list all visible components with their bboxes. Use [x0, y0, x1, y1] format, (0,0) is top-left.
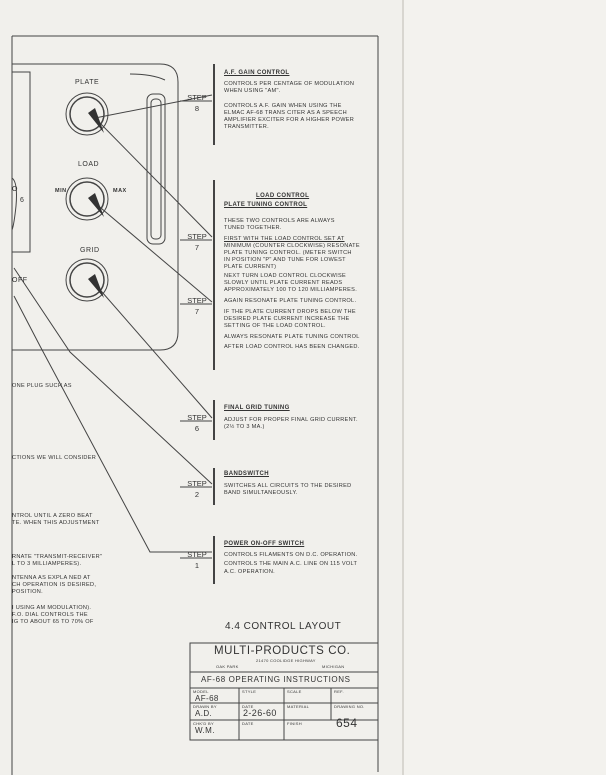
- company-state: MICHIGAN: [322, 664, 345, 669]
- load-line-1: THESE TWO CONTROLS ARE ALWAYS: [224, 218, 335, 224]
- load-line-3: FIRST WITH THE LOAD CONTROL SET AT: [224, 236, 345, 242]
- company-city: OAK PARK: [216, 664, 239, 669]
- max-label: MAX: [113, 188, 127, 194]
- left-fragment-2: CTIONS WE WILL CONSIDER: [12, 455, 97, 461]
- power-line-2: CONTROLS THE MAIN A.C. LINE ON 115 VOLT: [224, 561, 358, 567]
- final-grid-line-1: ADJUST FOR PROPER FINAL GRID CURRENT.: [224, 417, 358, 423]
- grid-label: GRID: [80, 247, 100, 254]
- material-label: MATERIAL: [287, 704, 310, 709]
- scale-label: SCALE: [287, 689, 302, 694]
- af-gain-heading: A.F. GAIN CONTROL: [224, 70, 290, 76]
- bandswitch-line-1: SWITCHES ALL CIRCUITS TO THE DESIRED: [224, 483, 352, 489]
- drawing-no-label: DRAWING NO.: [334, 704, 365, 709]
- af-gain-line-1: CONTROLS PER CENTAGE OF MODULATION: [224, 81, 355, 87]
- load-line-8: NEXT TURN LOAD CONTROL CLOCKWISE: [224, 273, 347, 279]
- load-line-12: IF THE PLATE CURRENT DROPS BELOW THE: [224, 309, 356, 315]
- min-label: MIN: [55, 188, 67, 194]
- load-line-5: PLATE TUNING CONTROL. (METER SWITCH: [224, 250, 352, 256]
- drawn-by-label: DRAWN BY: [193, 704, 217, 709]
- step-6: STEP 6: [187, 413, 207, 433]
- left-fragment-12: IG TO ABOUT 65 TO 70% OF: [12, 619, 94, 625]
- date-label: DATE: [242, 704, 254, 709]
- final-grid-heading: FINAL GRID TUNING: [224, 405, 290, 411]
- bandswitch-line-2: BAND SIMULTANEOUSLY.: [224, 490, 298, 496]
- chk-by-label: CHK'D BY: [193, 721, 214, 726]
- drawing-number-value: 654: [336, 716, 358, 730]
- load-line-6: IN POSITION "P" AND TUNE FOR LOWEST: [224, 257, 346, 263]
- step-7a: STEP 7: [187, 232, 207, 252]
- final-grid-line-2: (2½ TO 3 MA.): [224, 424, 265, 430]
- left-fragment-4: TE. WHEN THIS ADJUSTMENT: [12, 520, 100, 526]
- left-fragment-11: F.O. DIAL CONTROLS THE: [12, 612, 88, 618]
- left-fragment-9: POSITION.: [12, 589, 43, 595]
- load-control-heading: LOAD CONTROL: [256, 193, 310, 199]
- meter-slot-inner: [151, 99, 161, 239]
- partial-off-label: OFF: [12, 277, 28, 284]
- bandswitch-heading: BANDSWITCH: [224, 471, 269, 477]
- chk-by-value: W.M.: [195, 726, 215, 735]
- model-label: MODEL: [193, 689, 209, 694]
- load-line-15: ALWAYS RESONATE PLATE TUNING CONTROL: [224, 334, 360, 340]
- load-line-9: SLOWLY UNTIL PLATE CURRENT READS: [224, 280, 343, 286]
- date2-label: DATE: [242, 721, 254, 726]
- power-line-3: A.C. OPERATION.: [224, 569, 276, 575]
- figure-caption: 4.4 CONTROL LAYOUT: [225, 621, 342, 632]
- left-fragment-8: CH OPERATION IS DESIRED,: [12, 582, 97, 588]
- af-gain-line-2: WHEN USING "AM".: [224, 88, 281, 94]
- panel-inner-left: [12, 72, 30, 252]
- step-8: STEP 8: [187, 93, 207, 113]
- load-line-11: AGAIN RESONATE PLATE TUNING CONTROL.: [224, 298, 357, 304]
- af-gain-line-5: ELMAC AF-68 TRANS CITER AS A SPEECH: [224, 110, 347, 116]
- af-gain-line-6: AMPLIFIER EXCITER FOR A HIGHER POWER: [224, 117, 355, 123]
- plate-tuning-heading: PLATE TUNING CONTROL: [224, 202, 308, 208]
- date-value: 2-26-60: [243, 708, 277, 718]
- step-7b: STEP 7: [187, 296, 207, 316]
- step-1: STEP 1: [187, 550, 207, 570]
- load-label: LOAD: [78, 161, 100, 168]
- style-label: STYLE: [242, 689, 257, 694]
- left-fragment-6: L TO 3 MILLIAMPERES).: [12, 561, 82, 567]
- load-line-10: APPROXIMATELY 100 TO 120 MILLIAMPERES.: [224, 287, 358, 293]
- load-line-2: TUNED TOGETHER.: [224, 225, 282, 231]
- partial-knob-label: O: [12, 186, 18, 193]
- left-fragment-7: NTENNA AS EXPLA NED AT: [12, 575, 91, 581]
- af-gain-line-7: TRANSMITTER.: [224, 124, 269, 130]
- af-gain-line-4: CONTROLS A.F. GAIN WHEN USING THE: [224, 103, 342, 109]
- load-line-16: AFTER LOAD CONTROL HAS BEEN CHANGED.: [224, 344, 360, 350]
- load-line-7: PLATE CURRENT): [224, 264, 277, 270]
- step-2: STEP 2: [187, 479, 207, 499]
- plate-label: PLATE: [75, 79, 100, 86]
- partial-knob-value: 6: [20, 197, 25, 204]
- document-title: AF-68 OPERATING INSTRUCTIONS: [201, 675, 351, 684]
- panel-top-curve: [130, 74, 165, 80]
- load-line-13: DESIRED PLATE CURRENT INCREASE THE: [224, 316, 350, 322]
- power-line-1: CONTROLS FILAMENTS ON D.C. OPERATION.: [224, 552, 358, 558]
- meter-slot-outer: [147, 94, 165, 244]
- power-switch-heading: POWER ON-OFF SWITCH: [224, 541, 305, 547]
- company-name: MULTI-PRODUCTS CO.: [214, 645, 351, 657]
- load-line-4: MINIMUM (COUNTER CLOCKWISE) RESONATE: [224, 243, 360, 249]
- left-fragment-3: NTROL UNTIL A ZERO BEAT: [12, 513, 93, 519]
- left-fragment-5: RNATE "TRANSMIT-RECEIVER": [12, 554, 103, 560]
- drawn-by-value: A.D.: [195, 709, 213, 718]
- model-value: AF-68: [195, 694, 219, 703]
- left-fragment-10: I USING AM MODULATION).: [12, 605, 92, 611]
- company-address: 21470 COOLIDGE HIGHWAY: [256, 658, 316, 663]
- left-fragment-1: ONE PLUG SUCH AS: [12, 383, 72, 389]
- callout-plate: [95, 118, 212, 237]
- finish-label: FINISH: [287, 721, 302, 726]
- load-line-14: SETTING OF THE LOAD CONTROL.: [224, 323, 326, 329]
- ref-label: REF.: [334, 689, 344, 694]
